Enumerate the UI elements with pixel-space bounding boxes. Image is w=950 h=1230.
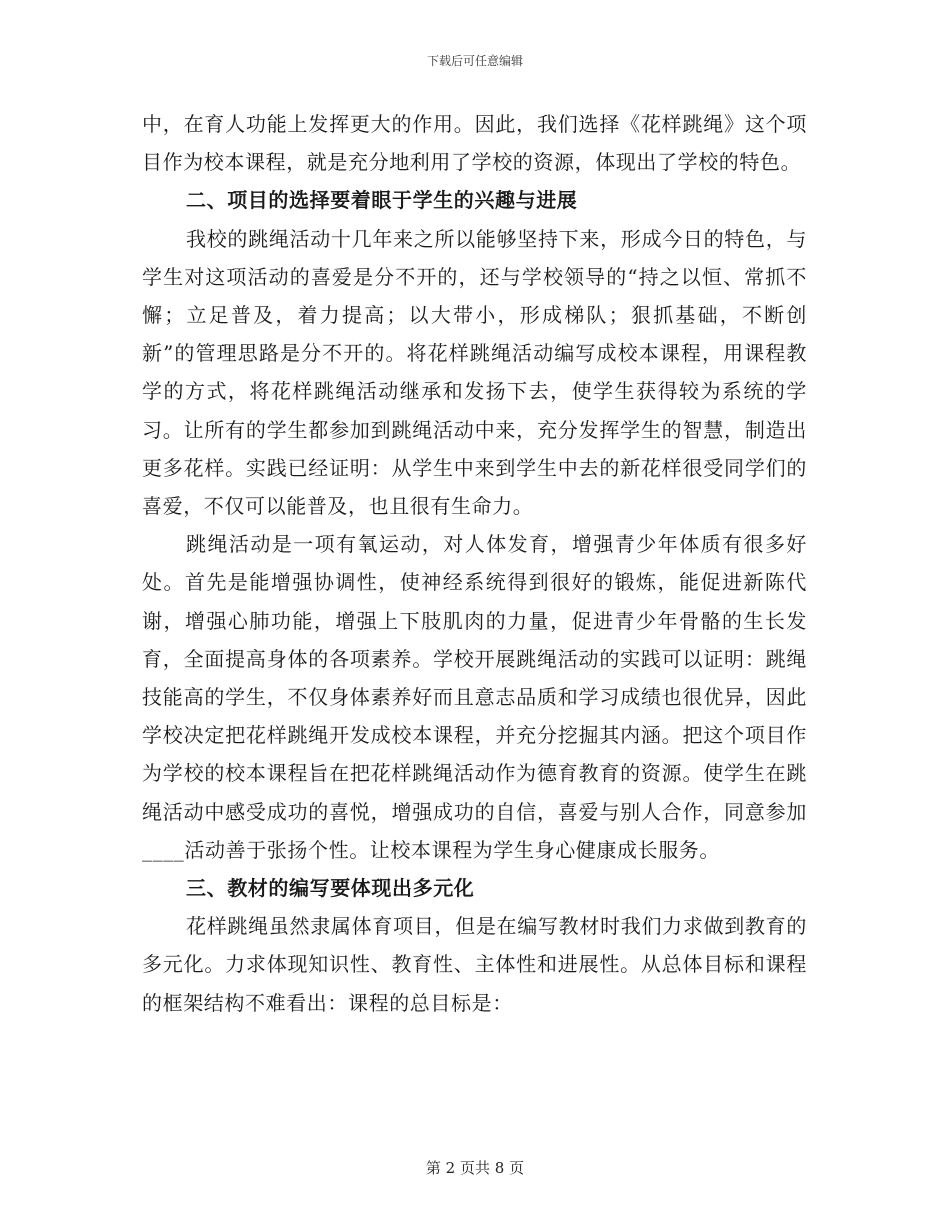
section-heading-3: 三、教材的编写要体现出多元化 (186, 876, 475, 901)
paragraph: 花样跳绳虽然隶属体育项目，但是在编写教材时我们力求做到教育的多元化。力求体现知识性、教育性、主体性和进展性。从总体目标和课程的框架结构不难看出：课程的总目标是： (142, 914, 807, 1015)
paragraph: 跳绳活动是一项有氧运动，对人体发育，增强青少年体质有很多好处。首先是能增强协调性，使神经系统得到很好的锻炼，能促进新陈代谢，增强心肺功能，增强上下肢肌肉的力量，促进青少年骨骼的生长发育，全面提高身体的各项素养。学校开展跳绳活动的实践可以证明：跳绳技能高的学生，不仅身体素养好而且意志品质和学习成绩也很优异，因此学校决定把花样跳绳开发成校本课程，并充分挖掘其内涵。把这个项目作为学校的校本课程旨在把花样跳绳活动作为德育教育的资源。使学生在跳绳活动中感受成功的喜悦，增强成功的自信，喜爱与别人合作，同意参加____活动善于张扬个性。让校本课程为学生身心健康成长服务。 (142, 532, 807, 862)
document-body (142, 105, 807, 1022)
page-number: 第 2 页共 8 页 (425, 1159, 525, 1177)
paragraph-continued: 中，在育人功能上发挥更大的作用。因此，我们选择《花样跳绳》这个项目作为校本课程，就是充分地利用了学校的资源，体现出了学校的特色。 (142, 112, 807, 175)
page-header-note: 下载后可任意编辑 (426, 54, 523, 68)
section-heading-2: 二、项目的选择要着眼于学生的兴趣与进展 (186, 188, 578, 213)
paragraph: 我校的跳绳活动十几年来之所以能够坚持下来，形成今日的特色，与学生对这项活动的喜爱是分不开的，还与学校领导的“持之以恒、常抓不懈；立足普及，着力提高；以大带小，形成梯队；狠抓基础，不断创新”的管理思路是分不开的。将花样跳绳活动编写成校本课程，用课程教学的方式，将花样跳绳活动继承和发扬下去，使学生获得较为系统的学习。让所有的学生都参加到跳绳活动中来，充分发挥学生的智慧，制造出更多花样。实践已经证明：从学生中来到学生中去的新花样很受同学们的喜爱，不仅可以能普及，也且很有生命力。 (142, 226, 807, 519)
